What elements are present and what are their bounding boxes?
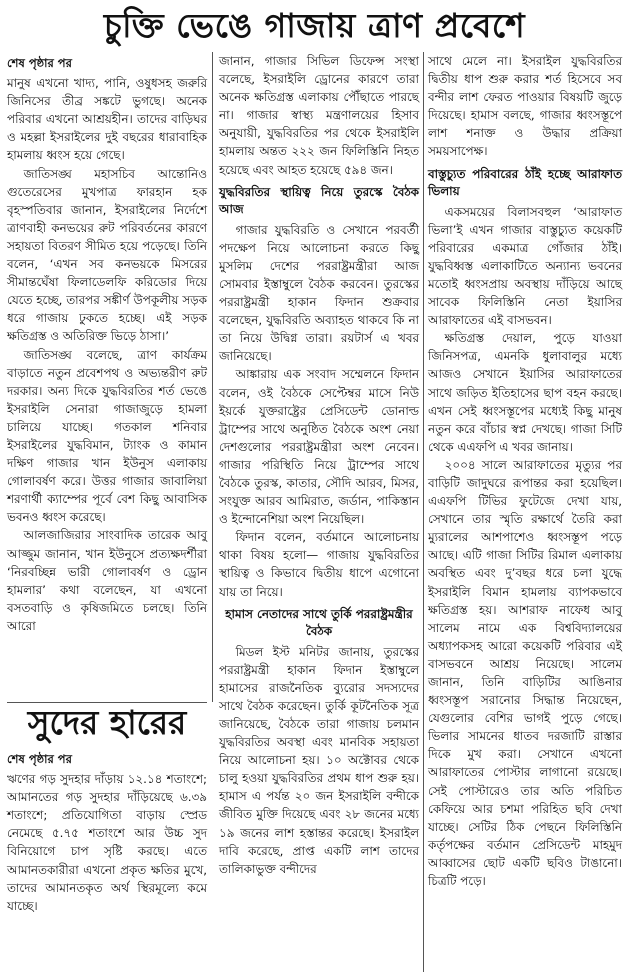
story2-body	[7, 748, 207, 915]
story1-column-2	[219, 52, 419, 878]
column-divider	[423, 52, 424, 972]
paragraph: ঋণের গড় সুদহার দাঁড়ায় ১২.১৪ শতাংশে; আমানতের গড় সুদহার দাঁড়িয়েছে ৬.৩৯ শতাংশে; প্রতিযোগিতা বাড়ায় স্প্রেড নেমেছে ৫.৭৫ শতাংশে আর উচ্চ সুদ বিনিয়োগে চাপ সৃষ্টি করছে। এতে আমানতকারীরা এখনো প্রকৃত ক্ষতির মুখে, তাদের আমানতকৃত অর্থ স্থিরমূল্যে কমে যাচ্ছে।	[7, 772, 207, 913]
paragraph: একসময়ের বিলাসবহুল ‘আরাফাত ভিলা’ই এখন গাজার বাস্তুচ্যুত কয়েকটি পরিবারের একমাত্র গোঁজার ঠাঁই। যুদ্ধবিধ্বস্ত এলাকাটিতে অন্যান্য ভবনের মতোই ধ্বংসপ্রায় অবস্থায় দাঁড়িয়ে আছে সাবেক ফিলিস্তিনি নেতা ইয়াসির আরাফাতের এই বাসভবন।	[428, 204, 622, 328]
story1-column-1	[7, 52, 207, 635]
subheading: হামাস নেতাদের সাথে তুর্কি পররাষ্ট্রমন্ত্রীর বৈঠক	[225, 606, 413, 638]
paragraph: মানুষ এখনো খাদ্য, পানি, ওষুধসহ জরুরি জিনিসের তীব্র সঙ্কটে ভুগছে। অনেক পরিবার এখনো আশ্রয়হীন। তাদের বাড়িঘর ও মহল্লা ইসরাইলের দুই বছরের ধারাবাহিক হামলায় ধ্বংস হয়ে গেছে।	[7, 76, 207, 163]
continued-label: শেষ পৃষ্ঠার পর	[7, 56, 72, 70]
paragraph: আঙ্কারায় এক সংবাদ সম্মেলনে ফিদান বলেন, ওই বৈঠকে সেপ্টেম্বর মাসে নিউ ইয়র্কে যুক্তরাষ্ট্রের প্রেসিডেন্ট ডোনাল্ড ট্রাম্পের সাথে অনুষ্ঠিত বৈঠকে অংশ নেয়া দেশগুলোর পররাষ্ট্রমন্ত্রীরা অংশ নেবেন। গাজার পরিস্থিতি নিয়ে ট্রাম্পের সাথে বৈঠকে তুরস্ক, কাতার, সৌদি আরব, মিসর, সংযুক্ত আরব আমিরাত, জর্ডান, পাকিস্তান ও ইন্দোনেশিয়া অংশ নিয়েছিল।	[219, 367, 419, 527]
subheading: বাস্তুচ্যুত পরিবারের ঠাঁই হচ্ছে আরাফাত ভিলায়	[428, 166, 622, 198]
paragraph: ক্ষতিগ্রস্ত দেয়াল, পুড়ে যাওয়া জিনিসপত্র, এমনকি ধুলাবালুর মধ্যে আজও সেখানে ইয়াসির আরাফাতের সাথে জড়িত ইতিহাসের ছাপ বহন করছে। এখন সেই ধ্বংসস্তূপের মধ্যেই কিছু মানুষ নতুন করে বাঁচার স্বপ্ন দেখছে। গাজা সিটি থেকে এএফপি এ খবর জানায়।	[428, 331, 622, 454]
paragraph: জানান, গাজার সিভিল ডিফেন্স সংস্থা বলেছে, ইসরাইলি ড্রোনের কারণে তারা অনেক ক্ষতিগ্রস্ত এলাকায় পৌঁছাতে পারছে না। গাজার স্বাস্থ্য মন্ত্রণালয়ের হিসাব অনুযায়ী, যুদ্ধবিরতির পর থেকে ইসরাইলি হামলায় অন্তত ২২২ জন ফিলিস্তিনি নিহত হয়েছে এবং আহত হয়েছে ৫৯৪ জন।	[219, 54, 419, 177]
paragraph: জাতিসঙ্ঘ মহাসচিব আন্তোনিও গুতেরেসের মুখপাত্র ফারহান হক বৃহস্পতিবার জানান, ইসরাইলের নির্দেশে ত্রাণবাহী কনভয়ের রুট পরিবর্তনের কারণে সহায়তা বিতরণ সীমিত হয়ে পড়েছে। তিনি বলেন, ‘এখন সব কনভয়কে মিসরের সীমান্তঘেঁষা ফিলাডেলফি করিডোর দিয়ে যেতে হচ্ছে, তারপর সঙ্কীর্ণ উপকূলীয় সড়ক ধরে গাজায় ঢুকতে হচ্ছে। এই সড়ক ক্ষতিগ্রস্ত ও অতিরিক্ত ভিড়ে ঠাসা।’	[7, 166, 207, 344]
subheading: যুদ্ধবিরতির স্থায়িত্ব নিয়ে তুরস্কে বৈঠক আজ	[219, 184, 419, 216]
main-headline: চুক্তি ভেঙে গাজায় ত্রাণ প্রবেশে	[103, 6, 526, 45]
paragraph: ২০০৪ সালে আরাফাতের মৃত্যুর পর বাড়িটি জাদুঘরে রূপান্তর করা হয়েছিল। এএফপি টিভির ফুটেজে দেখা যায়, সেখানে তার স্মৃতি রক্ষার্থে তৈরি করা ম্যুরালের আশপাশেও ধ্বংসস্তূপ পড়ে আছে। এটি গাজা সিটির রিমাল এলাকায় অবস্থিত এবং দু’বছর ধরে চলা যুদ্ধে ইসরাইলি বিমান হামলায় ব্যাপকভাবে ক্ষতিগ্রস্ত হয়। আশরাফ নাফেধ আবু সালেম নামে এক বিশ্ববিদ্যালয়ের অধ্যাপকসহ আরো কয়েকটি পরিবার এই বাসভবনে আশ্রয় নিয়েছে। সালেম জানান, তিনি বাড়িটির আঙিনার ধ্বংসস্তূপ সরানোর সিদ্ধান্ত নিয়েছেন, যেগুলোর বেশির ভাগই পুড়ে গেছে। ভিলার সামনের ধাতব দরজাটি রাস্তার দিকে মুখ করা। সেখানে এখনো আরাফাতের পোস্টার লাগানো রয়েছে। সেই পোস্টারেও তার অতি পরিচিত কেফিয়ে আর চশমা পরিহিত ছবি দেখা যাচ্ছে। সেটির ঠিক পেছনে ফিলিস্তিনি কর্তৃপক্ষের বর্তমান প্রেসিডেন্ট মাহমুদ আব্বাসের ছোট একটি ছবিও টাঙানো। চিত্রটি পড়ে।	[428, 457, 622, 889]
paragraph: মিডল ইস্ট মনিটর জানায়, তুরস্কের পররাষ্ট্রমন্ত্রী হাকান ফিদান ইস্তাম্বুলে হামাসের রাজনৈতিক ব্যুরোর সদস্যদের সাথে বৈঠক করেছেন। তুর্কি কূটনৈতিক সূত্র জানিয়েছে, বৈঠকে তারা গাজায় চলমান যুদ্ধবিরতির অবস্থা এবং মানবিক সহায়তা নিয়ে আলোচনা হয়। ১০ অক্টোবর থেকে চালু হওয়া যুদ্ধবিরতির প্রথম ধাপ শুরু হয়। হামাস এ পর্যন্ত ২০ জন ইসরাইলি বন্দীকে জীবিত মুক্তি দিয়েছে এবং ২৮ জনের মধ্যে ১৯ জনের লাশ হস্তান্তর করেছে। ইসরাইল দাবি করেছে, প্রাপ্ত একটি লাশ তাদের তালিকাভুক্ত বন্দীদের	[219, 644, 419, 876]
story1-column-3	[428, 52, 622, 890]
paragraph: সাথে মেলে না। ইসরাইল যুদ্ধবিরতির দ্বিতীয় ধাপ শুরু করার শর্ত হিসেবে সব বন্দীর লাশ ফেরত পাওয়ার বিষয়টি জুড়ে দিয়েছে। হামাস বলছে, গাজার ধ্বংসস্তূপে লাশ শনাক্ত ও উদ্ধার প্রক্রিয়া সময়সাপেক্ষ।	[428, 54, 622, 159]
paragraph: গাজার যুদ্ধবিরতি ও সেখানে পরবর্তী পদক্ষেপ নিয়ে আলোচনা করতে কিছু মুসলিম দেশের পররাষ্ট্রমন্ত্রীরা আজ সোমবার ইস্তাম্বুলে বৈঠক করবেন। তুরস্কের পররাষ্ট্রমন্ত্রী হাকান ফিদান শুক্রবার বলেছেন, যুদ্ধবিরতি অব্যাহত থাকবে কি না তা নিয়ে উদ্বিগ্ন তারা। রয়টার্স এ খবর জানিয়েছে।	[219, 222, 419, 364]
column-divider	[212, 52, 213, 702]
paragraph: ফিদান বলেন, বর্তমানে আলোচনায় থাকা বিষয় হলো— গাজায় যুদ্ধবিরতির স্থায়িত্ব ও কিভাবে দ্বিতীয় ধাপে এগোনো যায় তা নিয়ে।	[219, 530, 419, 599]
continued-label: শেষ পৃষ্ঠার পর	[7, 752, 72, 766]
paragraph: জাতিসঙ্ঘ বলেছে, ত্রাণ কার্যক্রম বাড়াতে নতুন প্রবেশপথ ও অভ্যন্তরীণ রুট দরকার। অন্য দিকে যুদ্ধবিরতির শর্ত ভেঙে ইসরাইলি সেনারা গাজাজুড়ে হামলা চালিয়ে যাচ্ছে। গতকাল শনিবার ইসরাইলের যুদ্ধবিমান, ট্যাংক ও কামান দক্ষিণ গাজার খান ইউনুস এলাকায় গোলাবর্ষণ করে। উত্তর গাজার জাবালিয়া শরণার্থী ক্যাম্পের পূর্বে বেশ কিছু আবাসিক ভবনও ধ্বংস করেছে।	[7, 347, 207, 525]
paragraph: আলজাজিরার সাংবাদিক তারেক আবু আজ্জুম জানান, খান ইউনুসে প্রত্যক্ষদর্শীরা ‘নিরবচ্ছিন্ন ভারী গোলাবর্ষণ ও ড্রোন হামলার’ কথা বলেছেন, যা এখনো বসতবাড়ি ও কৃষিজমিতে চলছে। তিনি আরো	[7, 528, 207, 633]
story2-headline: সুদের হারের	[27, 703, 187, 742]
